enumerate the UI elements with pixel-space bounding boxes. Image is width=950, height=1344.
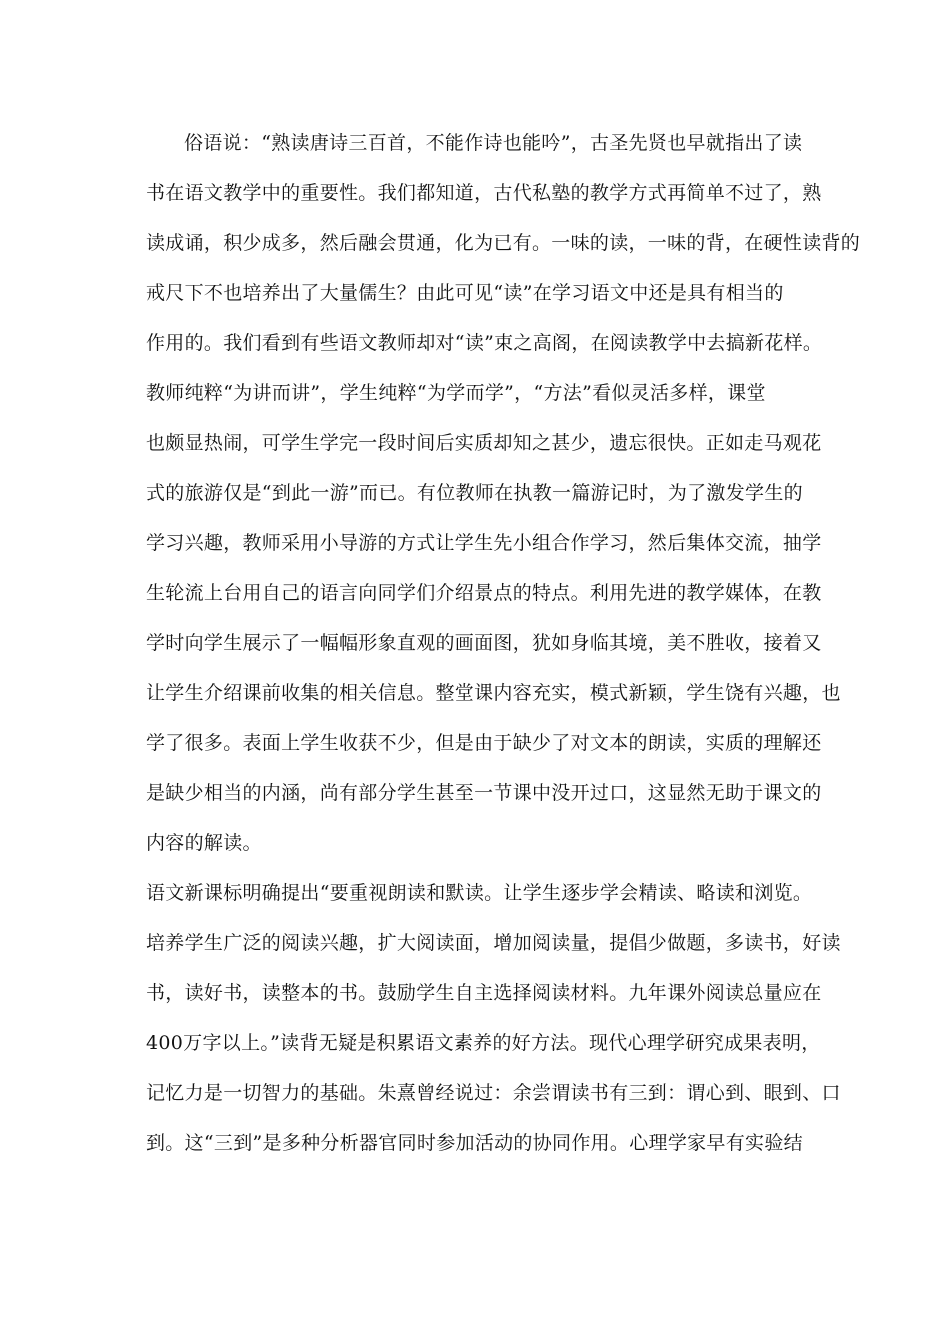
text-line: 也颇显热闹，可学生学完一段时间后实质却知之甚少，遗忘很快。正如走马观花 — [146, 432, 822, 454]
text-line: 语文新课标明确提出“要重视朗读和默读。让学生逐步学会精读、略读和浏览。 — [146, 882, 813, 904]
text-line: 是缺少相当的内涵，尚有部分学生甚至一节课中没开过口，这显然无助于课文的 — [146, 782, 822, 804]
text-line: 作用的。我们看到有些语文教师却对“读”束之高阁，在阅读教学中去搞新花样。 — [146, 332, 823, 354]
text-line: 让学生介绍课前收集的相关信息。整堂课内容充实，模式新颖，学生饶有兴趣，也 — [146, 682, 841, 704]
text-line: 教师纯粹“为讲而讲”，学生纯粹“为学而学”，“方法”看似灵活多样，课堂 — [146, 382, 766, 404]
document-body — [146, 118, 861, 1168]
text-line: 戒尺下不也培养出了大量儒生？由此可见“读”在学习语文中还是具有相当的 — [146, 282, 784, 304]
text-line: 书在语文教学中的重要性。我们都知道，古代私塾的教学方式再简单不过了，熟 — [146, 182, 822, 204]
text-line: 内容的解读。 — [146, 832, 262, 854]
text-line: 学了很多。表面上学生收获不少，但是由于缺少了对文本的朗读，实质的理解还 — [146, 732, 822, 754]
text-line: 生轮流上台用自己的语言向同学们介绍景点的特点。利用先进的教学媒体，在教 — [146, 582, 822, 604]
text-line: 俗语说：“熟读唐诗三百首，不能作诗也能吟”，古圣先贤也早就指出了读 — [184, 132, 803, 154]
text-line: 到。这“三到”是多种分析器官同时参加活动的协同作用。心理学家早有实验结 — [146, 1132, 803, 1154]
text-line: 学习兴趣，教师采用小导游的方式让学生先小组合作学习，然后集体交流，抽学 — [146, 532, 822, 554]
text-line: 式的旅游仅是“到此一游”而已。有位教师在执教一篇游记时，为了激发学生的 — [146, 482, 803, 504]
text-line: 学时向学生展示了一幅幅形象直观的画面图，犹如身临其境，美不胜收，接着又 — [146, 632, 822, 654]
text-line: 培养学生广泛的阅读兴趣，扩大阅读面，增加阅读量，提倡少做题，多读书，好读 — [146, 932, 841, 954]
text-line: 400万字以上。”读背无疑是积累语文素养的好方法。现代心理学研究成果表明， — [146, 1032, 821, 1054]
text-line: 读成诵，积少成多，然后融会贯通，化为已有。一味的读，一味的背，在硬性读背的 — [146, 232, 861, 254]
paragraph-1 — [146, 118, 861, 868]
text-line: 记忆力是一切智力的基础。朱熹曾经说过：余尝谓读书有三到：谓心到、眼到、口 — [146, 1082, 841, 1104]
text-line: 书，读好书，读整本的书。鼓励学生自主选择阅读材料。九年课外阅读总量应在 — [146, 982, 822, 1004]
paragraph-2 — [146, 868, 841, 1168]
